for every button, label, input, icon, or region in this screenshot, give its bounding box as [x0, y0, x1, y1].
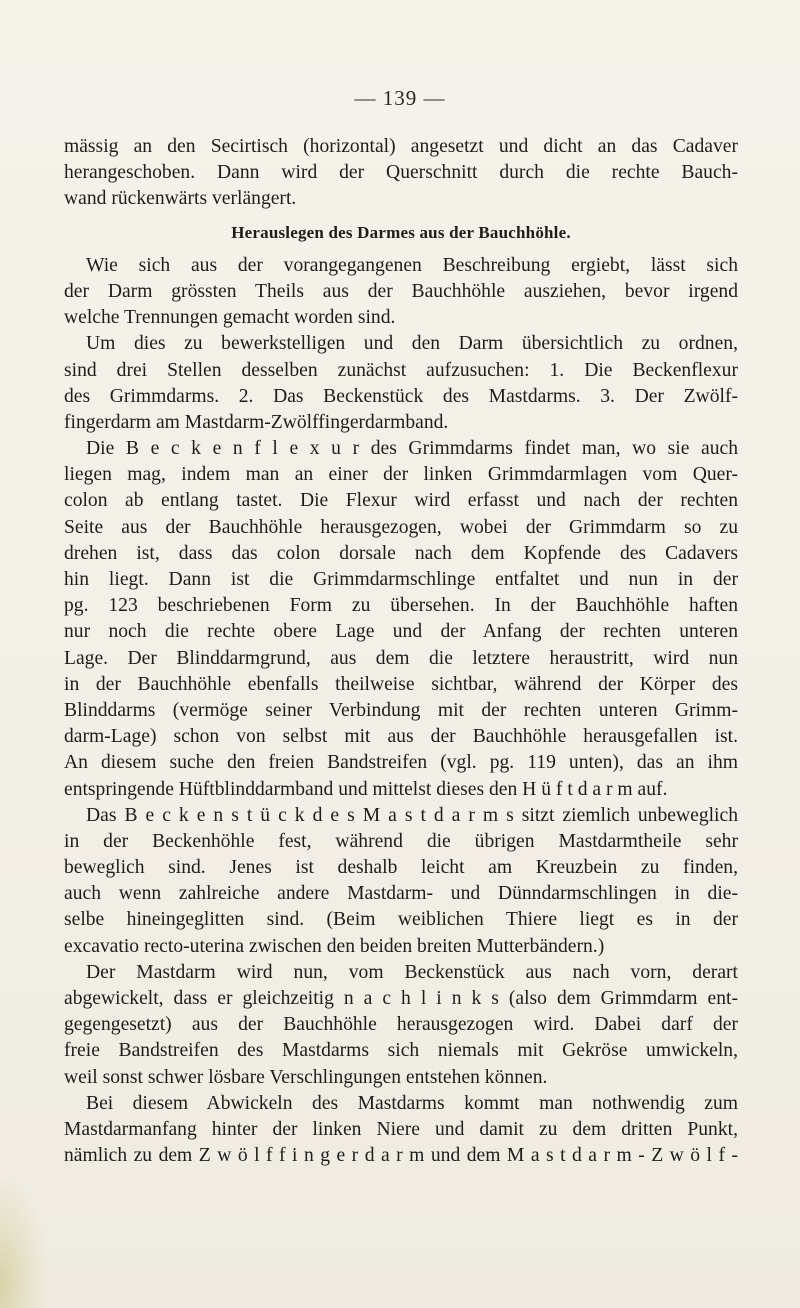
text-line: weil sonst schwer lösbare Verschlingungen entstehen können. — [64, 1066, 548, 1088]
body-text — [64, 134, 738, 1169]
text-line: Blinddarms (vermöge seiner Verbindung mit der rechten unteren Grimm- — [64, 699, 738, 721]
text-line: in der Beckenhöhle fest, während die übrigen Mastdarmtheile sehr — [64, 830, 738, 852]
text-line: excavatio recto-uterina zwischen den beiden breiten Mutterbändern.) — [64, 935, 605, 957]
page-number: — 139 — — [354, 86, 446, 110]
text-line: wand rückenwärts verlängert. — [64, 188, 297, 210]
text-line: selbe hineingeglitten sind. (Beim weiblichen Thiere liegt es in der — [64, 909, 738, 931]
text-line: Bei diesem Abwickeln des Mastdarms kommt man nothwendig zum — [86, 1092, 738, 1114]
text-line: Die B e c k e n f l e x u r des Grimmdarms findet man, wo sie auch — [86, 438, 738, 460]
text-line: fingerdarm am Mastdarm-Zwölffingerdarmband. — [64, 411, 449, 433]
text-line: entspringende Hüftblinddarmband und mittelst dieses den H ü f t d a r m auf. — [64, 778, 668, 800]
text-line: des Grimmdarms. 2. Das Beckenstück des Mastdarms. 3. Der Zwölf- — [64, 385, 738, 407]
text-line: nämlich zu dem Z w ö l f f i n g e r d a r m und dem M a s t d a r m - Z w ö l f - — [64, 1145, 738, 1167]
text-line: in der Bauchhöhle ebenfalls theilweise sichtbar, während der Körper des — [64, 673, 738, 695]
section-heading: Herauslegen des Darmes aus der Bauchhöhle. — [231, 222, 571, 242]
text-line: Das B e c k e n s t ü c k d e s M a s t d a r m s sitzt ziemlich unbeweglich — [86, 804, 738, 826]
text-line: nur noch die rechte obere Lage und der Anfang der rechten unteren — [64, 621, 738, 643]
text-line: Der Mastdarm wird nun, vom Beckenstück aus nach vorn, derart — [86, 961, 738, 983]
text-line: mässig an den Secirtisch (horizontal) angesetzt und dicht an das Cadaver — [64, 136, 738, 157]
text-line: Um dies zu bewerkstelligen und den Darm übersichtlich zu ordnen, — [86, 333, 738, 355]
text-line: der Darm grössten Theils aus der Bauchhöhle ausziehen, bevor irgend — [64, 280, 738, 302]
text-line: auch wenn zahlreiche andere Mastdarm- und Dünndarmschlingen in die- — [64, 883, 738, 905]
text-line: Seite aus der Bauchhöhle herausgezogen, wobei der Grimmdarm so zu — [64, 516, 738, 538]
text-line: liegen mag, indem man an einer der linken Grimmdarmlagen vom Quer- — [64, 464, 738, 486]
text-line: gegengesetzt) aus der Bauchhöhle herausgezogen wird. Dabei darf der — [64, 1014, 738, 1036]
paper-stain — [0, 1180, 46, 1308]
text-line: pg. 123 beschriebenen Form zu übersehen. In der Bauchhöhle haften — [64, 595, 738, 617]
text-line: Wie sich aus der vorangegangenen Beschreibung ergiebt, lässt sich — [86, 254, 738, 276]
text-line: welche Trennungen gemacht worden sind. — [64, 307, 396, 329]
text-line: colon ab entlang tastet. Die Flexur wird erfasst und nach der rechten — [64, 490, 738, 512]
text-line: drehen ist, dass das colon dorsale nach dem Kopfende des Cadavers — [64, 542, 738, 564]
text-line: herangeschoben. Dann wird der Querschnitt durch die rechte Bauch- — [64, 162, 738, 184]
text-line: sind drei Stellen desselben zunächst aufzusuchen: 1. Die Beckenflexur — [64, 359, 738, 381]
text-line: Mastdarmanfang hinter der linken Niere und damit zu dem dritten Punkt, — [64, 1118, 738, 1140]
text-line: darm-Lage) schon von selbst mit aus der Bauchhöhle herausgefallen ist. — [64, 726, 738, 748]
text-line: hin liegt. Dann ist die Grimmdarmschlinge entfaltet und nun in der — [64, 569, 738, 590]
text-line: freie Bandstreifen des Mastdarms sich niemals mit Gekröse umwickeln, — [64, 1040, 738, 1062]
text-line: beweglich sind. Jenes ist deshalb leicht am Kreuzbein zu finden, — [64, 857, 738, 879]
text-line: abgewickelt, dass er gleichzeitig n a c h l i n k s (also dem Grimmdarm ent- — [64, 988, 738, 1009]
text-line: Lage. Der Blinddarmgrund, aus dem die letztere heraustritt, wird nun — [64, 647, 738, 669]
text-line: An diesem suche den freien Bandstreifen (vgl. pg. 119 unten), das an ihm — [64, 752, 738, 774]
